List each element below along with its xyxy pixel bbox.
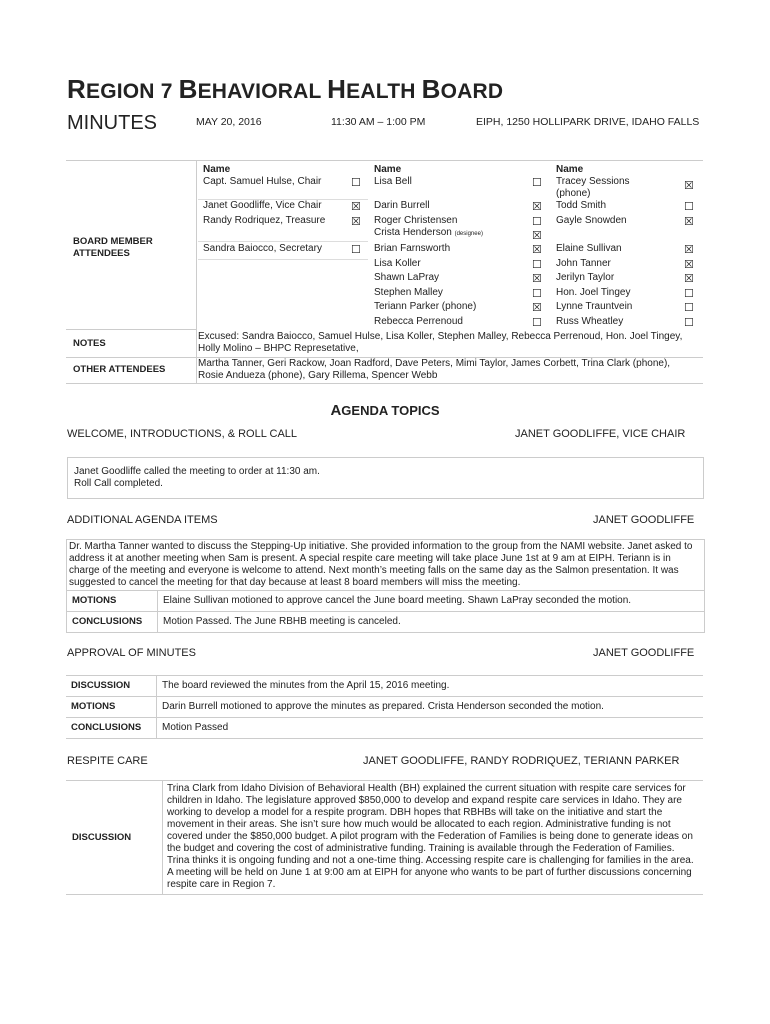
agenda-topics-heading: AGENDA TOPICS [330,402,440,419]
attendee-name: Teriann Parker (phone) [374,301,477,312]
attendee-name: Capt. Samuel Hulse, Chair [203,176,322,187]
attendance-checkbox[interactable]: ☐ [532,177,542,189]
attendance-checkbox[interactable]: ☒ [532,201,542,213]
notes-text: Excused: Sandra Baiocco, Samuel Hulse, Lisa Koller, Stephen Malley, Rebecca Perrenoud, Hon. Joel Tingey, Holly Molino – BHPC Represetative, [198,331,683,354]
attendance-checkbox[interactable]: ☒ [684,273,694,285]
column-header: Name [556,164,584,175]
attendance-checkbox[interactable]: ☐ [351,177,361,189]
attendee-name: Shawn LaPray [374,272,440,283]
respite-section-title: RESPITE CARE [67,755,148,767]
notes-label: NOTES [73,338,106,349]
respite-panel [66,780,703,895]
attendee-name: Darin Burrell [374,200,430,211]
respite-section-lead: JANET GOODLIFFE, RANDY RODRIQUEZ, TERIANN PARKER [363,755,680,767]
additional-section-title: ADDITIONAL AGENDA ITEMS [67,514,218,526]
discussion-text: The board reviewed the minutes from the April 15, 2016 meeting. [162,680,450,691]
attendance-checkbox[interactable]: ☐ [684,201,694,213]
other-attendees-text: Martha Tanner, Geri Rackow, Joan Radford, Dave Peters, Mimi Taylor, James Corbett, Trina Clark (phone), Rosie Andueza (phone), Gary Rillema, Spencer Webb [198,358,671,381]
welcome-text-2: Roll Call completed. [74,478,163,489]
attendee-column-1 [203,164,230,176]
attendance-table [66,160,703,384]
attendee-name: Elaine Sullivan [556,243,622,254]
attendee-name: Gayle Snowden [556,215,627,226]
approval-section-title: APPROVAL OF MINUTES [67,647,196,659]
welcome-section-lead: JANET GOODLIFFE, VICE CHAIR [515,428,686,440]
attendance-checkbox[interactable]: ☒ [684,180,694,192]
approval-section-lead: JANET GOODLIFFE [593,647,695,659]
attendee-name: Rebecca Perrenoud [374,316,463,327]
attendee-name: Tracey Sessions (phone) [556,176,630,199]
motions-text: Elaine Sullivan motioned to approve cancel the June board meeting. Shawn LaPray seconded the motion. [163,595,632,606]
meeting-date: MAY 20, 2016 [196,116,262,128]
discussion-row [66,676,703,696]
attendance-checkbox[interactable]: ☐ [532,259,542,271]
attendance-checkbox[interactable]: ☒ [684,259,694,271]
additional-panel [66,539,705,633]
welcome-panel [67,457,704,499]
divider [198,259,368,260]
motions-row [66,696,703,717]
others-label-cell [66,357,197,383]
conclusions-row [67,611,704,632]
divider [198,199,368,200]
conclusions-text: Motion Passed [162,722,229,733]
attendee-name: John Tanner [556,258,611,269]
attendance-checkbox[interactable]: ☒ [532,273,542,285]
attendee-name: Janet Goodliffe, Vice Chair [203,200,322,211]
conclusions-label: CONCLUSIONS [66,718,157,738]
attendance-checkbox[interactable]: ☒ [532,302,542,314]
meeting-time: 11:30 AM – 1:00 PM [331,116,426,128]
meeting-location: EIPH, 1250 HOLLIPARK DRIVE, IDAHO FALLS [476,116,700,128]
motions-label: MOTIONS [66,697,157,717]
attendance-checkbox[interactable]: ☐ [532,216,542,228]
attendee-name: Stephen Malley [374,287,443,298]
motions-text: Darin Burrell motioned to approve the minutes as prepared. Crista Henderson seconded the motion. [162,701,604,712]
attendance-checkbox[interactable]: ☒ [684,244,694,256]
attendee-name: Randy Rodriquez, Treasure [203,215,326,226]
attendee-name: Hon. Joel Tingey [556,287,631,298]
attendance-checkbox[interactable]: ☐ [684,302,694,314]
attendance-checkbox[interactable]: ☐ [351,244,361,256]
attendance-checkbox[interactable]: ☐ [532,317,542,329]
attendance-checkbox[interactable]: ☒ [351,216,361,228]
other-attendees-label: OTHER ATTENDEES [73,364,166,375]
attendance-checkbox[interactable]: ☒ [351,201,361,213]
attendee-name: Russ Wheatley [556,316,624,327]
attendee-name: Brian Farnsworth [374,243,451,254]
attendee-name: Todd Smith [556,200,607,211]
conclusions-label: CONCLUSIONS [67,612,158,632]
attendee-name: Sandra Baiocco, Secretary [203,243,322,254]
discussion-label: DISCUSSION [66,781,163,894]
attendance-checkbox[interactable]: ☒ [684,216,694,228]
attendee-name: Crista Henderson (designee) [374,227,483,238]
attendee-name: Jerilyn Taylor [556,272,615,283]
discussion-label: DISCUSSION [66,676,157,696]
attendee-name: Lynne Trauntvein [556,301,633,312]
attendee-name: Roger Christensen [374,215,458,226]
attendee-name: Lisa Koller [374,258,421,269]
notes-label-cell [66,329,197,358]
approval-panel [66,675,703,739]
motions-label: MOTIONS [67,591,158,611]
document-title: REGION 7 BEHAVIORAL HEALTH BOARD [67,74,504,104]
attendance-checkbox[interactable]: ☒ [532,244,542,256]
conclusions-text: Motion Passed. The June RBHB meeting is canceled. [163,616,401,627]
attendees-label-cell [66,161,197,330]
attendance-checkbox[interactable]: ☐ [684,288,694,300]
column-header: Name [203,164,231,175]
welcome-text-1: Janet Goodliffe called the meeting to order at 11:30 am. [74,466,320,477]
minutes-heading: MINUTES [67,112,157,134]
additional-text: Dr. Martha Tanner wanted to discuss the Stepping-Up initiative. She provided information to the group from the NAMI website. Janet asked to address it at another meeting when Sam is present. A special respite care meeting will take place June 1st at 9 am at EIPH. Teriann is in charge of the meeting and everyone is welcome to attend. Next month’s meeting falls on the same day as the Salmon presentation. It was suggested to cancel the meeting for that day because at least 8 board members will miss the meeting. [69,541,693,588]
attendance-checkbox[interactable]: ☐ [532,288,542,300]
conclusions-row [66,717,703,738]
attendance-checkbox[interactable]: ☒ [532,230,542,242]
additional-section-lead: JANET GOODLIFFE [593,514,695,526]
divider [198,241,368,242]
discussion-text: Trina Clark from Idaho Division of Behavioral Health (BH) explained the current situation with respite care services for children in Idaho. The legislature approved $850,000 to develop and expand respite care services in Idaho. They are working to develop a model for a respite program. DBH hopes that RBHBs will take on the initiative and start the movement in their areas. She isn’t sure how much would be allocated to each region. Administrative funding is not covered under the $850,000 budget. A pilot program with the Federation of Families is being done to generate ideas on the budget and covering the cost of administrative funding. Training is available through the Federation of Families. Trina thinks it is ongoing funding and not a one-time thing. Accessing respite care is challenging for families in the area. A meeting will be held on June 1 at 9:00 am at EIPH for anyone who wants to be part of further discussions concerning respite care in Region 7. [167,783,694,890]
column-header: Name [374,164,402,175]
welcome-section-title: WELCOME, INTRODUCTIONS, & ROLL CALL [67,428,298,440]
motions-row [67,590,704,611]
attendance-checkbox[interactable]: ☐ [684,317,694,329]
attendee-name: Lisa Bell [374,176,412,187]
board-member-attendees-label: BOARD MEMBER ATTENDEES [73,236,153,259]
